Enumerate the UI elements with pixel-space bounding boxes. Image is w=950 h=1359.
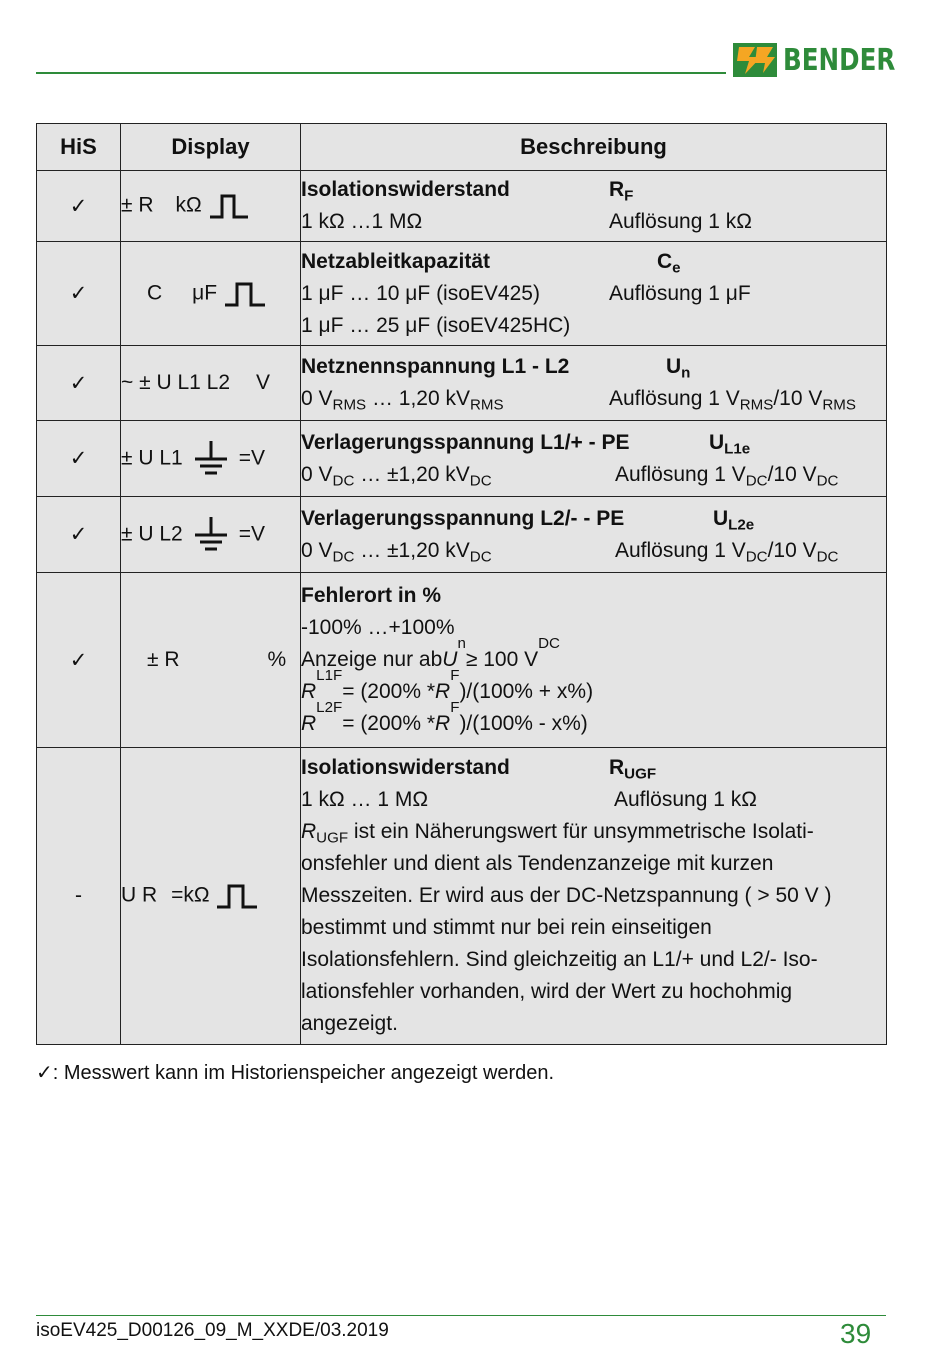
description-cell <box>301 748 887 1045</box>
desc-note <box>301 635 886 676</box>
document-id: isoEV425_D00126_09_M_XXDE/03.2019 <box>36 1320 389 1341</box>
desc-symbol-sub: UGF <box>624 765 657 783</box>
formula-var: R <box>301 680 317 703</box>
range-sub: DC <box>332 472 355 490</box>
formula-sub: L1F <box>316 667 343 684</box>
brand-name: BENDER <box>783 42 896 78</box>
desc-paragraph-line: bestimmt und stimmt nur bei rein einseitigen <box>301 916 712 939</box>
resolution-part: Auflösung 1 V <box>615 462 746 486</box>
display-unit: =V <box>238 446 265 470</box>
formula-var: R <box>435 712 451 735</box>
display-cell <box>121 573 301 748</box>
range-part: … ±1,20 kV <box>354 462 470 486</box>
formula-part: )/(100% + x%) <box>459 680 594 703</box>
resolution-part: Auflösung 1 V <box>609 387 740 410</box>
display-unit: V <box>256 371 271 394</box>
his-mark: ✓ <box>37 242 121 346</box>
desc-resolution: Auflösung 1 kΩ <box>609 210 752 233</box>
desc-title: Netznennspannung L1 - L2 <box>301 355 570 378</box>
desc-title: Isolationswiderstand <box>301 756 510 779</box>
display-unit: =kΩ <box>171 883 210 907</box>
desc-range: 1 kΩ … 1 MΩ <box>301 788 429 811</box>
his-mark: ✓ <box>37 346 121 421</box>
note-part: ≥ 100 V <box>465 648 539 671</box>
desc-title: Fehlerort in % <box>301 584 442 607</box>
table-row <box>37 171 887 242</box>
range-part: … 1,20 kV <box>366 387 470 410</box>
resolution-sub: DC <box>745 548 768 566</box>
desc-symbol: R <box>609 756 625 779</box>
desc-resolution: Auflösung 1 kΩ <box>614 788 757 811</box>
description-cell <box>301 242 887 346</box>
formula-part: )/(100% - x%) <box>459 712 588 735</box>
pulse-icon <box>208 193 250 219</box>
description-cell <box>301 573 887 748</box>
resolution-part: Auflösung 1 V <box>615 538 746 562</box>
display-cell <box>121 171 301 242</box>
desc-range-2: 1 μF … 25 μF (isoEV425HC) <box>301 313 571 337</box>
description-cell <box>301 171 887 242</box>
desc-paragraph-line: onsfehler und dient als Tendenzanzeige mit kurzen <box>301 852 774 875</box>
display-cell <box>121 421 301 497</box>
table-row <box>37 421 887 497</box>
footer-rule <box>36 1315 886 1316</box>
header-his: HiS <box>37 124 121 171</box>
table-header-row <box>37 124 887 171</box>
table-row <box>37 497 887 573</box>
resolution-part: /10 V <box>773 387 823 410</box>
range-part: 0 V <box>301 387 333 410</box>
desc-symbol: C <box>657 249 673 273</box>
display-cell <box>121 242 301 346</box>
table-row <box>37 242 887 346</box>
desc-paragraph-line: angezeigt. <box>301 1012 398 1035</box>
desc-title: Verlagerungsspannung L1/+ - PE <box>301 430 630 454</box>
para-var: R <box>301 820 317 843</box>
range-sub: RMS <box>470 396 504 414</box>
formula-part: = (200% * <box>342 712 436 735</box>
desc-title: Isolationswiderstand <box>301 178 510 201</box>
display-left: ± R <box>147 648 180 671</box>
his-mark: - <box>37 748 121 1045</box>
desc-range: -100% …+100% <box>301 616 455 639</box>
formula-var: R <box>435 680 451 703</box>
description-cell <box>301 421 887 497</box>
note-sub: n <box>457 635 466 652</box>
desc-title: Netzableitkapazität <box>301 249 491 273</box>
desc-symbol-sub: n <box>681 364 691 382</box>
header-display: Display <box>121 124 301 171</box>
display-left: U R <box>121 883 158 907</box>
desc-resolution: Auflösung 1 μF <box>609 281 751 305</box>
display-left: C <box>147 281 163 305</box>
display-left: ± U L1 <box>121 446 183 470</box>
footnote-mark: ✓ <box>36 1062 53 1084</box>
desc-formula <box>301 667 886 708</box>
resolution-sub: DC <box>816 548 839 566</box>
pulse-icon <box>215 883 259 909</box>
note-part: Anzeige nur ab <box>301 648 443 671</box>
range-sub: DC <box>332 548 355 566</box>
desc-paragraph-line: Isolationsfehlern. Sind gleichzeitig an L1/+ und L2/- Iso- <box>301 948 818 971</box>
note-sub: DC <box>538 635 560 652</box>
resolution-sub: DC <box>745 472 768 490</box>
range-sub: DC <box>469 548 492 566</box>
range-part: 0 V <box>301 538 333 562</box>
table-row <box>37 748 887 1045</box>
desc-symbol-sub: L2e <box>728 516 755 534</box>
desc-symbol-sub: F <box>624 187 634 205</box>
desc-symbol: R <box>609 178 625 201</box>
display-cell <box>121 497 301 573</box>
display-unit: % <box>267 648 287 671</box>
display-unit: kΩ <box>175 193 202 217</box>
footnote <box>36 1060 554 1085</box>
desc-range: 1 kΩ …1 MΩ <box>301 210 423 233</box>
resolution-part: /10 V <box>767 538 817 562</box>
range-sub: RMS <box>332 396 367 414</box>
table-row <box>37 346 887 421</box>
formula-sub: L2F <box>316 699 343 716</box>
bender-logo-icon <box>733 43 777 77</box>
resolution-part: /10 V <box>767 462 817 486</box>
ground-icon <box>193 439 229 479</box>
bender-logo <box>733 40 920 80</box>
range-part: 0 V <box>301 462 333 486</box>
description-cell <box>301 497 887 573</box>
formula-sub: F <box>450 699 460 716</box>
resolution-sub: RMS <box>739 396 774 414</box>
header-rule <box>36 72 726 74</box>
display-left: ~ ± U L1 L2 <box>121 371 231 394</box>
range-sub: DC <box>469 472 492 490</box>
display-left: ± R <box>121 193 154 217</box>
description-cell <box>301 346 887 421</box>
para-text: ist ein Näherungswert für unsymmetrische Isolati- <box>348 820 814 843</box>
desc-title: Verlagerungsspannung L2/- - PE <box>301 506 625 530</box>
desc-symbol: U <box>666 355 682 378</box>
page-number: 39 <box>840 1318 872 1349</box>
desc-symbol: U <box>709 430 725 454</box>
pulse-icon <box>223 281 267 307</box>
desc-paragraph-line: lationsfehler vorhanden, wird der Wert zu hochohmig <box>301 980 793 1003</box>
ground-icon <box>193 515 229 555</box>
his-mark: ✓ <box>37 421 121 497</box>
header-description: Beschreibung <box>301 124 887 171</box>
resolution-sub: RMS <box>822 396 856 414</box>
measurement-table <box>36 123 887 1045</box>
desc-paragraph-line: Messzeiten. Er wird aus der DC-Netzspannung ( > 50 V ) <box>301 884 832 907</box>
desc-formula <box>301 699 886 740</box>
formula-part: = (200% * <box>342 680 436 703</box>
desc-symbol-sub: L1e <box>724 440 751 458</box>
his-mark: ✓ <box>37 171 121 242</box>
resolution-sub: DC <box>816 472 839 490</box>
display-cell <box>121 748 301 1045</box>
footnote-text: : Messwert kann im Historienspeicher angezeigt werden. <box>52 1062 555 1084</box>
display-cell <box>121 346 301 421</box>
range-part: … ±1,20 kV <box>354 538 470 562</box>
formula-var: R <box>301 712 317 735</box>
note-var: U <box>442 648 458 671</box>
para-sub: UGF <box>316 829 349 847</box>
display-unit: μF <box>192 281 218 305</box>
his-mark: ✓ <box>37 573 121 748</box>
table-row <box>37 573 887 748</box>
display-unit: =V <box>238 522 265 546</box>
desc-symbol-sub: e <box>672 259 681 277</box>
desc-symbol: U <box>713 506 729 530</box>
his-mark: ✓ <box>37 497 121 573</box>
display-left: ± U L2 <box>121 522 183 546</box>
desc-paragraph-line <box>301 816 886 848</box>
formula-sub: F <box>450 667 460 684</box>
desc-range: 1 μF … 10 μF (isoEV425) <box>301 281 540 305</box>
